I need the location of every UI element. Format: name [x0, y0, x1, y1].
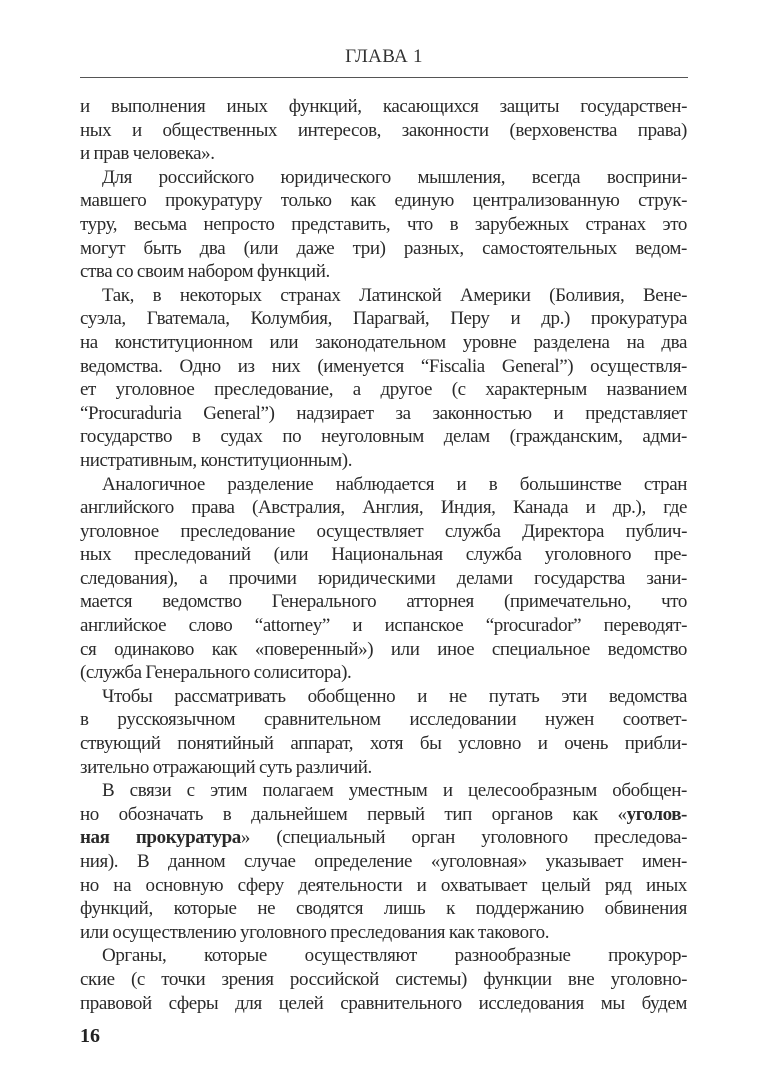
text-line	[80, 661, 687, 685]
text-segment: (служба Генерального солиситора).	[80, 662, 352, 684]
page-body-text	[80, 95, 687, 1015]
text-line	[80, 897, 687, 921]
text-line	[80, 237, 687, 261]
text-line	[80, 708, 687, 732]
text-line	[80, 756, 687, 780]
text-segment: В связи с этим полагаем уместным и целесообразным обобщен-	[102, 780, 687, 802]
text-segment: уголовное преследование осуществляет служба Директора публич-	[80, 520, 687, 542]
text-line	[80, 95, 687, 119]
header-rule	[80, 77, 688, 78]
text-line	[80, 921, 687, 945]
text-segment: ет уголовное преследование, а другое (с характерным названием	[80, 379, 687, 401]
text-line	[80, 449, 687, 473]
text-line	[80, 425, 687, 449]
text-segment: на конституционном или законодательном уровне разделена на два	[80, 331, 687, 353]
text-segment: Чтобы рассматривать обобщенно и не путать эти ведомства	[102, 685, 687, 707]
text-segment: Аналогичное разделение наблюдается и в большинстве стран	[102, 473, 687, 495]
text-line	[80, 826, 687, 850]
text-line	[80, 567, 687, 591]
text-segment: в русскоязычном сравнительном исследовании нужен соответ-	[80, 709, 687, 731]
text-segment: “Procuraduria General”) надзирает за законностью и представляет	[80, 402, 687, 424]
bold-term: уголов-	[626, 803, 687, 825]
text-segment: ния). В данном случае определение «уголовная» указывает имен-	[80, 851, 687, 872]
text-line	[80, 874, 687, 898]
text-segment: ствующий понятийный аппарат, хотя бы условно и очень прибли-	[80, 733, 687, 755]
text-segment: и выполнения иных функций, касающихся защиты государствен-	[80, 96, 687, 117]
text-line	[80, 378, 687, 402]
text-segment: Для российского юридического мышления, всегда восприни-	[102, 166, 687, 188]
text-segment: и прав человека».	[80, 143, 215, 165]
text-line	[80, 355, 687, 379]
bold-term: ная прокуратура	[80, 827, 241, 849]
text-segment: могут быть два (или даже три) разных, самостоятельных ведом-	[80, 237, 687, 259]
text-line	[80, 166, 687, 190]
text-segment: зительно отражающий суть различий.	[80, 756, 372, 778]
text-segment: туру, весьма непросто представить, что в зарубежных странах это	[80, 213, 687, 235]
text-line	[80, 260, 687, 284]
text-segment: английское слово “attorney” и испанское “procurador” переводят-	[80, 615, 687, 637]
text-segment: » (специальный орган уголовного преследова-	[240, 827, 688, 849]
text-segment: ства со своим набором функций.	[80, 261, 330, 283]
text-line	[80, 119, 687, 143]
text-line	[80, 968, 687, 992]
text-line	[80, 189, 687, 213]
text-line	[80, 779, 687, 803]
text-segment: следования), а прочими юридическими делами государства зани-	[80, 567, 687, 589]
text-line	[80, 543, 687, 567]
text-line	[80, 473, 687, 497]
text-segment: ские (с точки зрения российской системы) функции вне уголовно-	[80, 968, 687, 990]
text-segment: правовой сферы для целей сравнительного исследования мы будем	[80, 992, 687, 1014]
text-line	[80, 307, 687, 331]
text-line	[80, 732, 687, 756]
text-line	[80, 590, 687, 614]
text-line	[80, 803, 687, 827]
text-line	[80, 520, 687, 544]
text-line	[80, 496, 687, 520]
text-segment: мается ведомство Генерального атторнея (примечательно, что	[80, 591, 687, 613]
text-line	[80, 614, 687, 638]
text-segment: Органы, которые осуществляют разнообразные прокурор-	[102, 945, 687, 967]
text-line	[80, 992, 687, 1016]
text-segment: ных преследований (или Национальная служба уголовного пре-	[80, 544, 687, 566]
text-segment: мавшего прокуратуру только как единую централизованную струк-	[80, 190, 687, 212]
text-line	[80, 638, 687, 662]
text-segment: или осуществлению уголовного преследования как такового.	[80, 921, 550, 943]
page-number: 16	[80, 1025, 100, 1047]
text-segment: но обозначать в дальнейшем первый тип органов как «	[80, 803, 627, 825]
text-segment: английского права (Австралия, Англия, Индия, Канада и др.), где	[80, 497, 687, 519]
text-line	[80, 142, 687, 166]
text-segment: функций, которые не сводятся лишь к поддержанию обвинения	[80, 898, 687, 920]
text-line	[80, 213, 687, 237]
text-line	[80, 944, 687, 968]
text-segment: нистративным, конституционным).	[80, 449, 353, 471]
text-segment: но на основную сферу деятельности и охватывает целый ряд иных	[80, 874, 687, 896]
text-segment: ся одинаково как «поверенный») или иное специальное ведомство	[80, 638, 687, 660]
text-line	[80, 331, 687, 355]
text-segment: государство в судах по неуголовным делам (гражданским, адми-	[80, 426, 687, 448]
text-line	[80, 685, 687, 709]
text-segment: ных и общественных интересов, законности (верховенства права)	[80, 119, 687, 141]
text-line	[80, 284, 687, 308]
text-line	[80, 850, 687, 874]
text-segment: ведомства. Одно из них (именуется “Fiscalia General”) осуществля-	[80, 355, 687, 377]
text-segment: суэла, Гватемала, Колумбия, Парагвай, Перу и др.) прокуратура	[80, 308, 687, 330]
text-line	[80, 402, 687, 426]
running-header: ГЛАВА 1	[345, 46, 423, 67]
text-segment: Так, в некоторых странах Латинской Америки (Боливия, Вене-	[102, 284, 687, 306]
